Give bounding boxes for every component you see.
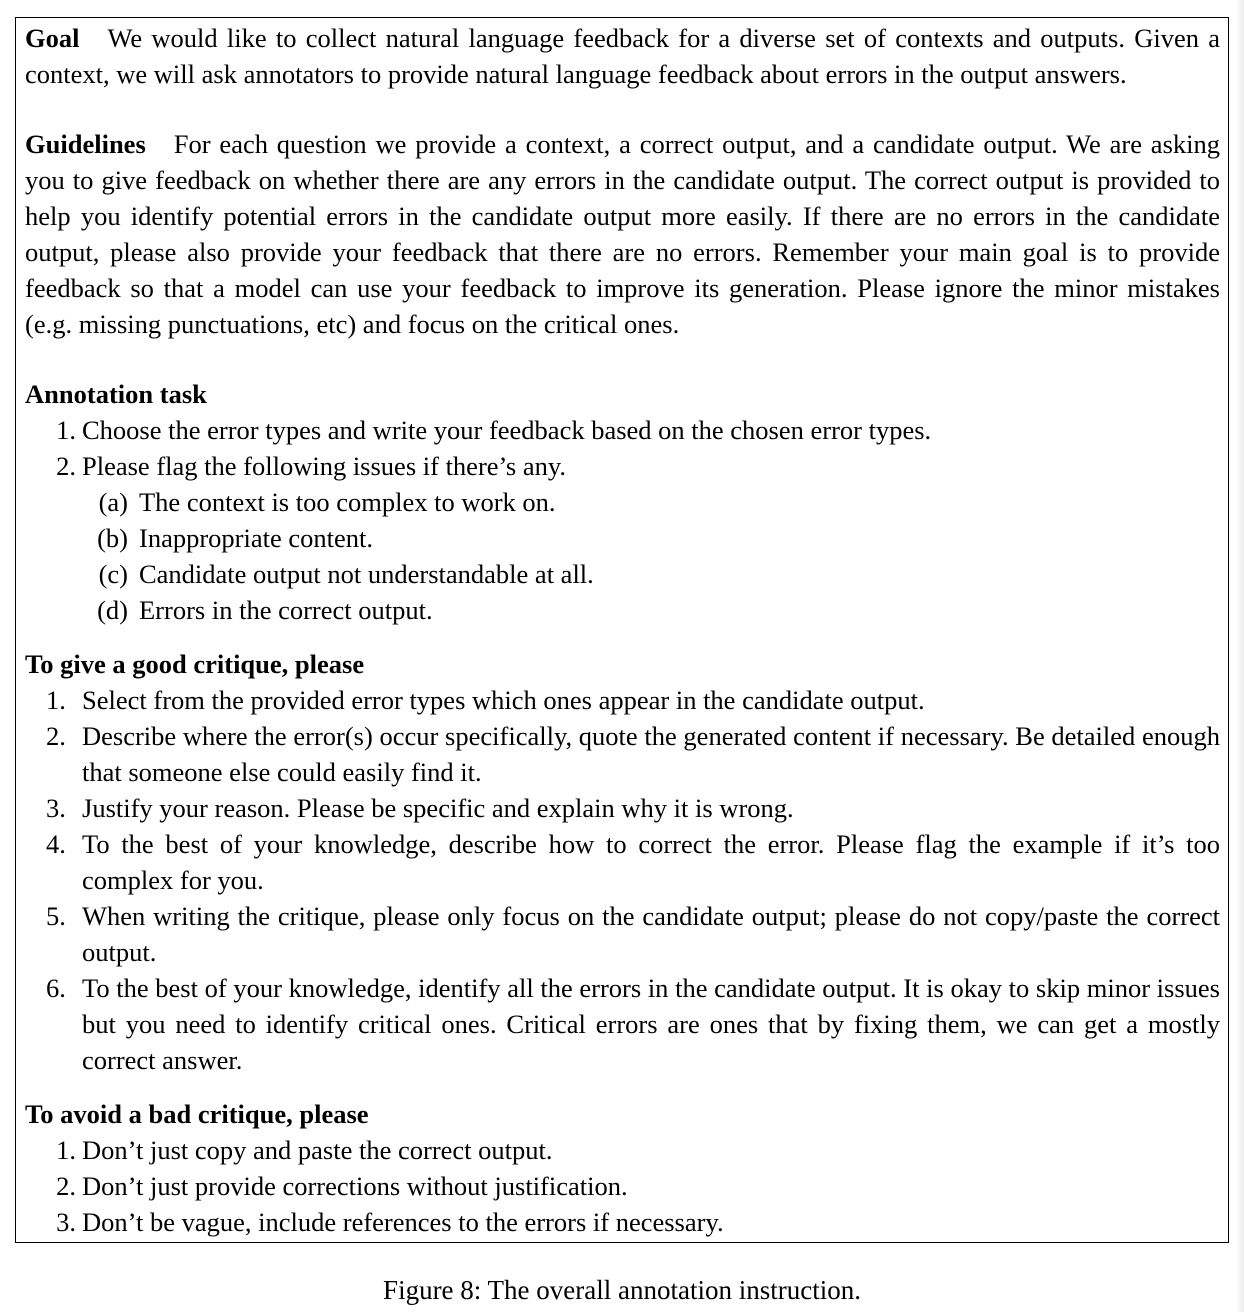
list-item-text: Don’t just provide corrections without justification. — [82, 1171, 628, 1201]
list-item — [25, 970, 1220, 1078]
list-item-number: 3. — [56, 1207, 76, 1237]
list-item — [25, 718, 1220, 790]
list-item-text: When writing the critique, please only focus on the candidate output; please do not copy/paste the correct output. — [82, 901, 1220, 967]
goal-paragraph — [25, 20, 1220, 92]
list-item-text: Select from the provided error types which ones appear in the candidate output. — [82, 685, 925, 715]
list-item-text: Don’t be vague, include references to the errors if necessary. — [82, 1207, 724, 1237]
list-item-number: 6. — [46, 973, 66, 1003]
sub-item-text: Inappropriate content. — [139, 523, 373, 553]
sub-list-item — [82, 556, 1220, 592]
sub-item-marker: (c) — [98, 559, 128, 589]
sub-item-marker: (d) — [97, 595, 128, 625]
list-item — [25, 826, 1220, 898]
list-item-number: 2. — [56, 451, 76, 481]
list-item — [25, 1132, 1220, 1168]
good-critique-list — [25, 682, 1220, 1078]
bad-critique-list — [25, 1132, 1220, 1240]
list-item — [25, 898, 1220, 970]
flag-issues-sublist — [82, 484, 1220, 628]
sub-item-text: Errors in the correct output. — [139, 595, 433, 625]
sub-list-item — [82, 484, 1220, 520]
goal-text: We would like to collect natural language feedback for a diverse set of contexts and outputs. Given a context, we will ask annotators to provide natural language feedback about errors in the output answers. — [25, 23, 1220, 89]
guidelines-paragraph — [25, 126, 1220, 342]
good-critique-heading: To give a good critique, please — [25, 649, 365, 679]
list-item — [25, 682, 1220, 718]
list-item-text: Describe where the error(s) occur specifically, quote the generated content if necessary. Be detailed enough that someone else could easily find it. — [82, 721, 1220, 787]
sub-list-item — [82, 592, 1220, 628]
list-item-text: Don’t just copy and paste the correct output. — [82, 1135, 553, 1165]
list-item — [25, 1204, 1220, 1240]
annotation-task-list — [25, 412, 1220, 628]
guidelines-text: For each question we provide a context, a correct output, and a candidate output. We are asking you to give feedback on whether there are any errors in the candidate output. The correct output is provided to help you identify potential errors in the candidate output more easily. If there are no errors in the candidate output, please also provide your feedback that there are no errors. Remember your main goal is to provide feedback so that a model can use your feedback to improve its generation. Please ignore the minor mistakes (e.g. missing punctuations, etc) and focus on the critical ones. — [25, 129, 1220, 339]
list-item-number: 2. — [56, 1171, 76, 1201]
list-item-number: 5. — [46, 901, 66, 931]
sub-item-text: The context is too complex to work on. — [139, 487, 556, 517]
goal-heading: Goal — [25, 23, 80, 53]
list-item — [25, 790, 1220, 826]
list-item-text: Choose the error types and write your feedback based on the chosen error types. — [82, 415, 932, 445]
annotation-task-section — [25, 376, 1220, 628]
figure-caption: Figure 8: The overall annotation instruction. — [383, 1275, 861, 1305]
list-item-text: Please flag the following issues if there’s any. — [82, 451, 567, 481]
sub-item-marker: (b) — [97, 523, 128, 553]
sub-item-marker: (a) — [98, 487, 128, 517]
list-item-text: To the best of your knowledge, identify all the errors in the candidate output. It is okay to skip minor issues but you need to identify critical ones. Critical errors are ones that by fixing them, we can get a mostly correct answer. — [82, 973, 1220, 1075]
list-item-number: 1. — [46, 685, 66, 715]
list-item-number: 2. — [46, 721, 66, 751]
list-item-text: To the best of your knowledge, describe how to correct the error. Please flag the example if it’s too complex for you. — [82, 829, 1220, 895]
list-item-text: Justify your reason. Please be specific and explain why it is wrong. — [82, 793, 794, 823]
list-item — [25, 448, 1220, 628]
instruction-box — [15, 17, 1229, 1243]
list-item-number: 1. — [56, 415, 76, 445]
list-item — [25, 1168, 1220, 1204]
list-item-number: 1. — [56, 1135, 76, 1165]
sub-list-item — [82, 520, 1220, 556]
sub-item-text: Candidate output not understandable at all. — [139, 559, 594, 589]
good-critique-section — [25, 646, 1220, 1078]
bad-critique-heading: To avoid a bad critique, please — [25, 1099, 369, 1129]
annotation-task-heading: Annotation task — [25, 379, 207, 409]
list-item-number: 3. — [46, 793, 66, 823]
list-item — [25, 412, 1220, 448]
guidelines-heading: Guidelines — [25, 129, 146, 159]
page-edge-shadow — [1236, 0, 1244, 1312]
list-item-number: 4. — [46, 829, 66, 859]
bad-critique-section — [25, 1096, 1220, 1240]
